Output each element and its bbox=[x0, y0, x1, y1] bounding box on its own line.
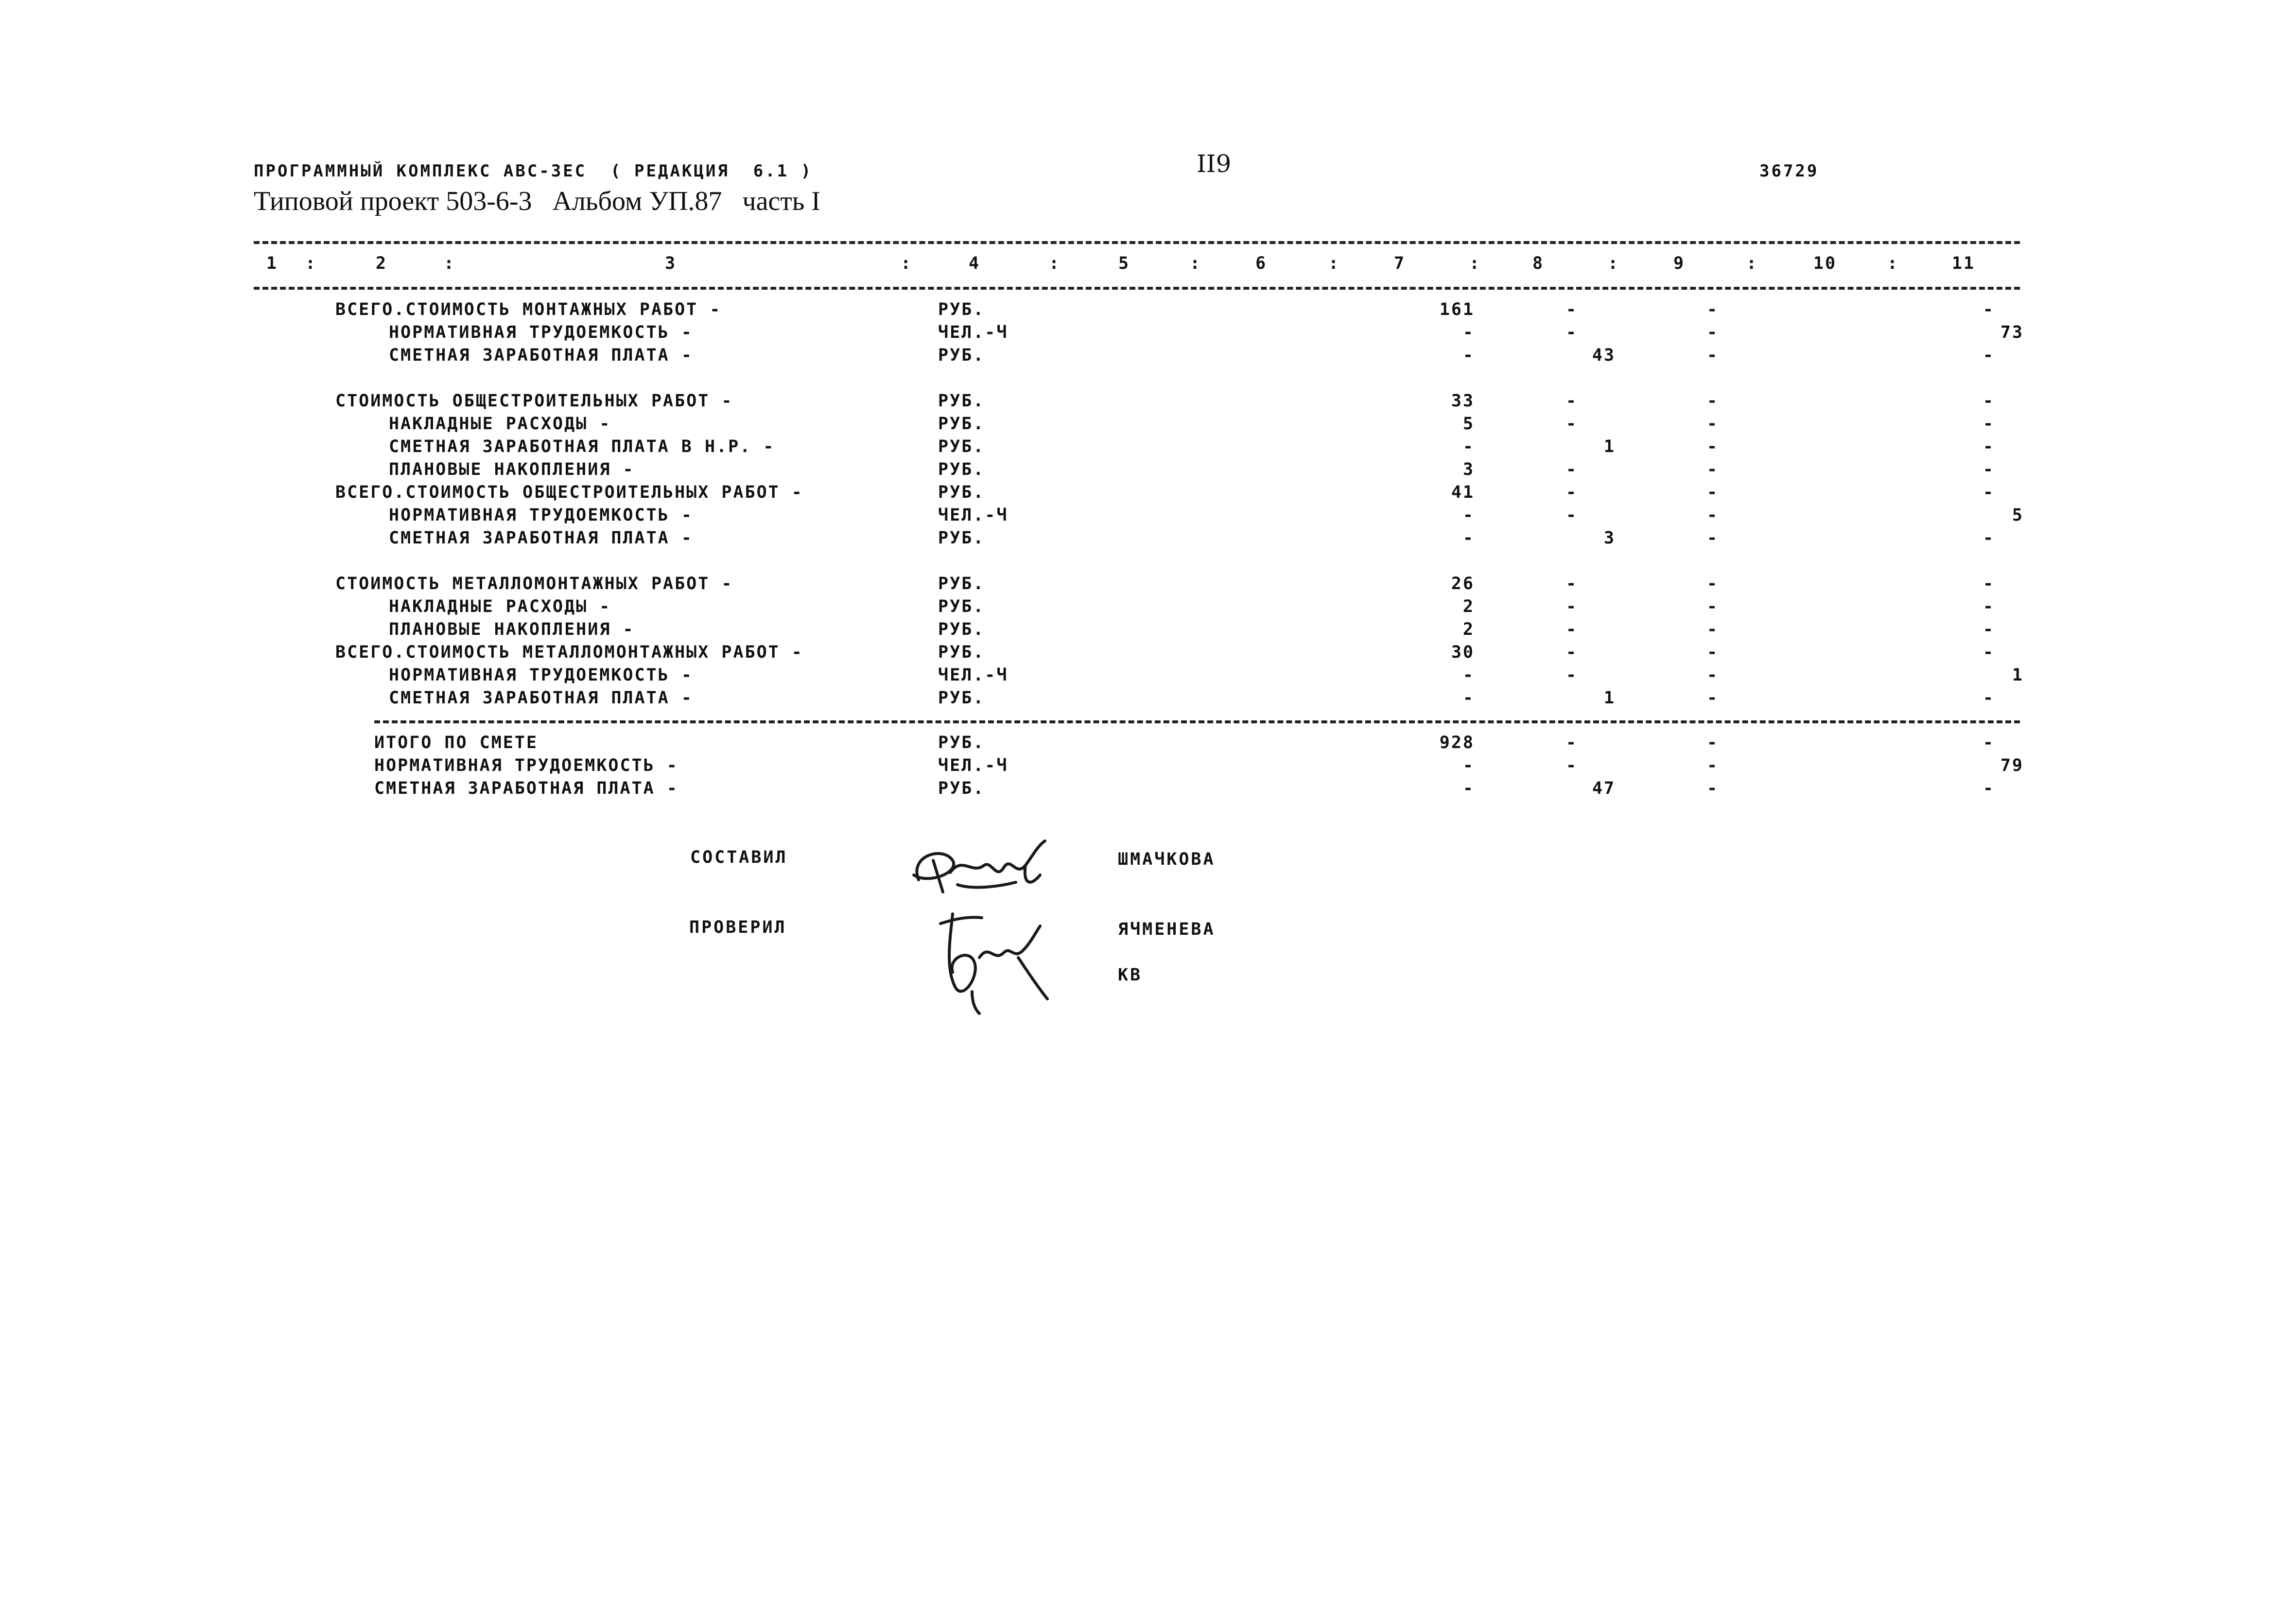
cell-col9: - bbox=[1707, 643, 1719, 662]
column-header: 5 bbox=[1118, 254, 1131, 273]
row-label: СТОИМОСТЬ МЕТАЛЛОМОНТАЖНЫХ РАБОТ - bbox=[335, 574, 733, 594]
cell-col7: - bbox=[1462, 756, 1475, 775]
cell-col8: 1 bbox=[1603, 688, 1616, 708]
cell-col8: 47 bbox=[1592, 779, 1616, 798]
cell-col11: - bbox=[1983, 597, 1995, 616]
row-label: НОРМАТИВНАЯ ТРУДОЕМКОСТЬ - bbox=[374, 756, 678, 775]
cell-col8: 1 bbox=[1603, 437, 1616, 456]
cell-col9: - bbox=[1707, 391, 1719, 411]
column-separator: : bbox=[305, 254, 317, 273]
cell-col8: - bbox=[1566, 323, 1578, 342]
column-header: 1 bbox=[266, 254, 278, 273]
header-divider bbox=[254, 287, 2020, 290]
cell-col8: - bbox=[1566, 414, 1578, 434]
row-label: СМЕТНАЯ ЗАРАБОТНАЯ ПЛАТА - bbox=[389, 346, 693, 365]
row-unit: РУБ. bbox=[938, 528, 985, 548]
table-row bbox=[0, 506, 2296, 529]
cell-col9: - bbox=[1707, 665, 1719, 685]
table-row bbox=[0, 483, 2296, 506]
cell-col8: - bbox=[1566, 483, 1578, 502]
project-title: Типовой проект 503-6-3 Альбом УП.87 часть I bbox=[254, 186, 820, 216]
row-label: НОРМАТИВНАЯ ТРУДОЕМКОСТЬ - bbox=[389, 665, 693, 685]
row-label: ВСЕГО.СТОИМОСТЬ МОНТАЖНЫХ РАБОТ - bbox=[335, 300, 722, 319]
table-row bbox=[0, 620, 2296, 643]
cell-col9: - bbox=[1707, 437, 1719, 456]
cell-col11: 1 bbox=[2012, 665, 2024, 685]
table-row bbox=[0, 460, 2296, 483]
column-separator: : bbox=[1746, 254, 1758, 273]
row-unit: РУБ. bbox=[938, 346, 985, 365]
cell-col8: - bbox=[1566, 574, 1578, 594]
cell-col11: - bbox=[1983, 460, 1995, 479]
cell-col9: - bbox=[1707, 779, 1719, 798]
checked-note: КВ bbox=[1118, 965, 1143, 985]
cell-col8: - bbox=[1566, 506, 1578, 525]
column-header: 11 bbox=[1951, 254, 1976, 273]
row-unit: РУБ. bbox=[938, 391, 985, 411]
cell-col9: - bbox=[1707, 528, 1719, 548]
column-header: 3 bbox=[664, 254, 677, 273]
document-number: 36729 bbox=[1759, 161, 1819, 181]
cell-col7: - bbox=[1462, 688, 1475, 708]
table-row bbox=[0, 368, 2296, 392]
totals-divider bbox=[374, 720, 2020, 723]
row-label: НОРМАТИВНАЯ ТРУДОЕМКОСТЬ - bbox=[389, 506, 693, 525]
row-unit: РУБ. bbox=[938, 460, 985, 479]
cell-col7: 41 bbox=[1451, 483, 1475, 502]
cell-col11: - bbox=[1983, 574, 1995, 594]
column-header: 7 bbox=[1393, 254, 1406, 273]
column-header: 6 bbox=[1255, 254, 1268, 273]
cell-col7: 2 bbox=[1462, 620, 1475, 639]
checked-name: ЯЧМЕНЕВА bbox=[1118, 920, 1216, 939]
row-unit: РУБ. bbox=[938, 300, 985, 319]
column-header: 2 bbox=[375, 254, 388, 273]
cell-col8: - bbox=[1566, 620, 1578, 639]
cell-col8: - bbox=[1566, 300, 1578, 319]
row-label: ИТОГО ПО СМЕТЕ bbox=[374, 733, 539, 752]
cell-col11: - bbox=[1983, 483, 1995, 502]
row-unit: РУБ. bbox=[938, 688, 985, 708]
totals-row bbox=[0, 779, 2296, 802]
cell-col8: - bbox=[1566, 665, 1578, 685]
program-header: ПРОГРАММНЫЙ КОМПЛЕКС АВС-ЗЕС ( РЕДАКЦИЯ 6.1 ) bbox=[254, 161, 813, 181]
column-separator: : bbox=[1189, 254, 1202, 273]
column-header: 9 bbox=[1673, 254, 1686, 273]
table-row bbox=[0, 391, 2296, 415]
page-number: II9 bbox=[1197, 150, 1232, 178]
column-separator: : bbox=[1887, 254, 1899, 273]
cell-col8: - bbox=[1566, 643, 1578, 662]
row-label: ПЛАНОВЫЕ НАКОПЛЕНИЯ - bbox=[389, 620, 635, 639]
cell-col7: 26 bbox=[1451, 574, 1475, 594]
row-label: НОРМАТИВНАЯ ТРУДОЕМКОСТЬ - bbox=[389, 323, 693, 342]
cell-col9: - bbox=[1707, 346, 1719, 365]
row-unit: РУБ. bbox=[938, 620, 985, 639]
row-unit: РУБ. bbox=[938, 483, 985, 502]
cell-col7: 3 bbox=[1462, 460, 1475, 479]
cell-col8: - bbox=[1566, 733, 1578, 752]
cell-col11: - bbox=[1983, 346, 1995, 365]
row-unit: ЧЕЛ.-Ч bbox=[938, 756, 1009, 775]
compiled-label: СОСТАВИЛ bbox=[690, 848, 788, 867]
cell-col7: - bbox=[1462, 323, 1475, 342]
cell-col11: - bbox=[1983, 779, 1995, 798]
checked-signature bbox=[926, 904, 1072, 1016]
row-unit: РУБ. bbox=[938, 597, 985, 616]
cell-col8: 3 bbox=[1603, 528, 1616, 548]
table-row bbox=[0, 688, 2296, 712]
cell-col9: - bbox=[1707, 414, 1719, 434]
table-row bbox=[0, 665, 2296, 689]
column-header: 8 bbox=[1532, 254, 1545, 273]
table-row bbox=[0, 643, 2296, 666]
cell-col8: - bbox=[1566, 756, 1578, 775]
cell-col7: - bbox=[1462, 779, 1475, 798]
column-header: 10 bbox=[1813, 254, 1837, 273]
table-row bbox=[0, 414, 2296, 437]
totals-row bbox=[0, 756, 2296, 779]
row-label: ВСЕГО.СТОИМОСТЬ МЕТАЛЛОМОНТАЖНЫХ РАБОТ - bbox=[335, 643, 803, 662]
cell-col9: - bbox=[1707, 733, 1719, 752]
cell-col7: 33 bbox=[1451, 391, 1475, 411]
column-header: 4 bbox=[968, 254, 981, 273]
row-unit: ЧЕЛ.-Ч bbox=[938, 506, 1009, 525]
table-row bbox=[0, 437, 2296, 460]
compiled-signature bbox=[899, 826, 1064, 914]
column-header-row bbox=[0, 254, 2296, 277]
table-row bbox=[0, 323, 2296, 346]
row-label: СМЕТНАЯ ЗАРАБОТНАЯ ПЛАТА - bbox=[389, 688, 693, 708]
table-row bbox=[0, 597, 2296, 620]
row-label: СМЕТНАЯ ЗАРАБОТНАЯ ПЛАТА - bbox=[389, 528, 693, 548]
column-separator: : bbox=[1607, 254, 1620, 273]
cell-col7: 30 bbox=[1451, 643, 1475, 662]
column-separator: : bbox=[1469, 254, 1481, 273]
cell-col7: 928 bbox=[1439, 733, 1475, 752]
row-unit: РУБ. bbox=[938, 733, 985, 752]
cell-col11: - bbox=[1983, 414, 1995, 434]
row-unit: РУБ. bbox=[938, 779, 985, 798]
cell-col9: - bbox=[1707, 323, 1719, 342]
cell-col8: - bbox=[1566, 597, 1578, 616]
table-row bbox=[0, 528, 2296, 552]
cell-col9: - bbox=[1707, 483, 1719, 502]
cell-col11: - bbox=[1983, 688, 1995, 708]
totals-row bbox=[0, 733, 2296, 756]
cell-col9: - bbox=[1707, 460, 1719, 479]
cell-col8: - bbox=[1566, 391, 1578, 411]
row-unit: ЧЕЛ.-Ч bbox=[938, 323, 1009, 342]
cell-col11: - bbox=[1983, 643, 1995, 662]
cell-col11: - bbox=[1983, 528, 1995, 548]
column-separator: : bbox=[1328, 254, 1340, 273]
row-unit: РУБ. bbox=[938, 574, 985, 594]
cell-col11: - bbox=[1983, 391, 1995, 411]
column-separator: : bbox=[443, 254, 456, 273]
cell-col7: 5 bbox=[1462, 414, 1475, 434]
cell-col11: - bbox=[1983, 733, 1995, 752]
cell-col11: - bbox=[1983, 300, 1995, 319]
row-label: НАКЛАДНЫЕ РАСХОДЫ - bbox=[389, 597, 611, 616]
table-row bbox=[0, 300, 2296, 323]
table-row bbox=[0, 551, 2296, 575]
cell-col7: - bbox=[1462, 665, 1475, 685]
table-row bbox=[0, 346, 2296, 369]
column-separator: : bbox=[1048, 254, 1061, 273]
row-label: ВСЕГО.СТОИМОСТЬ ОБЩЕСТРОИТЕЛЬНЫХ РАБОТ - bbox=[335, 483, 803, 502]
row-label: ПЛАНОВЫЕ НАКОПЛЕНИЯ - bbox=[389, 460, 635, 479]
cell-col11: 73 bbox=[2000, 323, 2024, 342]
cell-col9: - bbox=[1707, 620, 1719, 639]
cell-col11: - bbox=[1983, 620, 1995, 639]
cell-col11: - bbox=[1983, 437, 1995, 456]
cell-col7: - bbox=[1462, 506, 1475, 525]
compiled-name: ШМАЧКОВА bbox=[1118, 850, 1216, 869]
cell-col9: - bbox=[1707, 506, 1719, 525]
cell-col8: - bbox=[1566, 460, 1578, 479]
cell-col7: - bbox=[1462, 437, 1475, 456]
row-label: НАКЛАДНЫЕ РАСХОДЫ - bbox=[389, 414, 611, 434]
cell-col9: - bbox=[1707, 300, 1719, 319]
cell-col7: 2 bbox=[1462, 597, 1475, 616]
cell-col7: - bbox=[1462, 528, 1475, 548]
cell-col9: - bbox=[1707, 597, 1719, 616]
cell-col8: 43 bbox=[1592, 346, 1616, 365]
cell-col11: 79 bbox=[2000, 756, 2024, 775]
table-row bbox=[0, 574, 2296, 597]
row-label: СМЕТНАЯ ЗАРАБОТНАЯ ПЛАТА - bbox=[374, 779, 678, 798]
top-divider bbox=[254, 241, 2020, 244]
checked-label: ПРОВЕРИЛ bbox=[689, 918, 787, 937]
cell-col9: - bbox=[1707, 574, 1719, 594]
column-separator: : bbox=[900, 254, 913, 273]
cell-col9: - bbox=[1707, 756, 1719, 775]
cell-col7: - bbox=[1462, 346, 1475, 365]
row-unit: ЧЕЛ.-Ч bbox=[938, 665, 1009, 685]
row-unit: РУБ. bbox=[938, 437, 985, 456]
row-label: СТОИМОСТЬ ОБЩЕСТРОИТЕЛЬНЫХ РАБОТ - bbox=[335, 391, 733, 411]
cell-col11: 5 bbox=[2012, 506, 2024, 525]
row-unit: РУБ. bbox=[938, 643, 985, 662]
cell-col9: - bbox=[1707, 688, 1719, 708]
cell-col7: 161 bbox=[1439, 300, 1475, 319]
row-label: СМЕТНАЯ ЗАРАБОТНАЯ ПЛАТА В Н.Р. - bbox=[389, 437, 775, 456]
row-unit: РУБ. bbox=[938, 414, 985, 434]
